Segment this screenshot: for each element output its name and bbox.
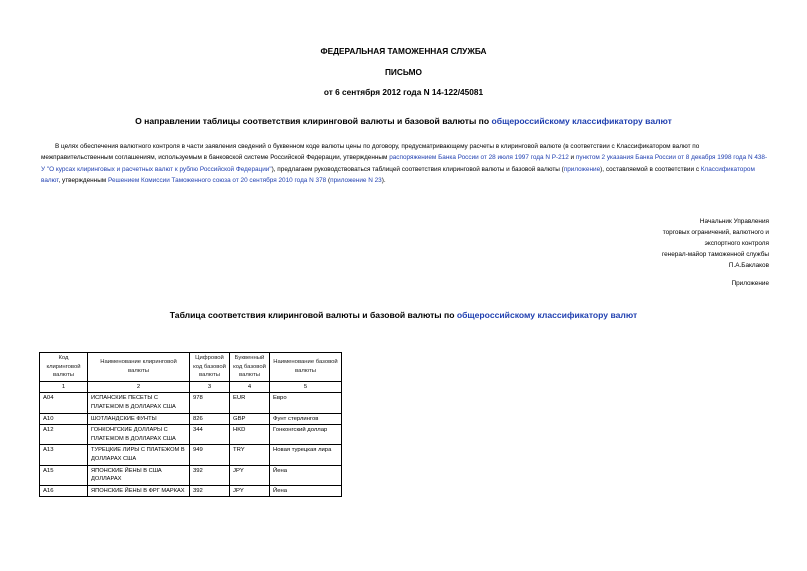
alpha-code-cell: EUR (230, 393, 270, 413)
base-name-cell: Фунт стерлингов (270, 413, 342, 425)
clearing-code-cell: А16 (40, 485, 88, 497)
alpha-code-cell: GBP (230, 413, 270, 425)
signature-department: торговых ограничений, валютного и (662, 229, 769, 237)
numeric-code-cell: 978 (190, 393, 230, 413)
body-text: ). (381, 177, 386, 185)
clearing-code-cell: А12 (40, 425, 88, 445)
base-name-cell: Новая турецкая лира (270, 445, 342, 465)
agency-name: ФЕДЕРАЛЬНАЯ ТАМОЖЕННАЯ СЛУЖБА (320, 46, 487, 56)
numeric-code-cell: 949 (190, 445, 230, 465)
cbr-order-link[interactable]: распоряжением Банка России от 28 июля 1997 года N Р-212 (389, 154, 569, 162)
base-name-cell: Йена (270, 465, 342, 485)
body-text: и (568, 154, 576, 162)
column-number: 2 (88, 381, 190, 393)
document-type: ПИСЬМО (384, 67, 423, 77)
clearing-name-cell: ЯПОНСКИЕ ЙЕНЫ В США ДОЛЛАРАХ (88, 465, 190, 485)
clearing-code-cell: А13 (40, 445, 88, 465)
signature-department-cont: экспортного контроля (704, 240, 769, 248)
header-clearing-code: Код клиринговой валюты (40, 353, 88, 382)
clearing-code-cell: А15 (40, 465, 88, 485)
numeric-code-cell: 826 (190, 413, 230, 425)
table-row (40, 445, 342, 465)
alpha-code-cell: JPY (230, 485, 270, 497)
numeric-code-cell: 344 (190, 425, 230, 445)
table-row (40, 485, 342, 497)
document-title-text: О направлении таблицы соответствия клиринговой валюты и базовой валюты по (135, 116, 492, 126)
body-text: ( (326, 177, 331, 185)
clearing-name-cell: ИСПАНСКИЕ ПЕСЕТЫ С ПЛАТЕЖОМ В ДОЛЛАРАХ США (88, 393, 190, 413)
table-number-row (40, 381, 342, 393)
table-row (40, 465, 342, 485)
body-text: ), составляемой в соответствии с (600, 165, 701, 173)
header-numeric-code: Цифровой код базовой валюты (190, 353, 230, 382)
numeric-code-cell: 392 (190, 465, 230, 485)
appendix-link[interactable]: приложение (563, 165, 601, 173)
body-text: ), предлагаем руководствоваться таблицей соответствия клиринговой валюты и базовой валюты ( (271, 165, 564, 173)
table-title-text: Таблица соответствия клиринговой валюты и базовой валюты по (169, 310, 457, 320)
appendix-label: Приложение (731, 280, 769, 287)
signature-rank: генерал-майор таможенной службы (661, 251, 769, 259)
signature-name: П.А.Баклаков (728, 262, 769, 270)
clearing-code-cell: А10 (40, 413, 88, 425)
clearing-name-cell: ГОНКОНГСКИЕ ДОЛЛАРЫ С ПЛАТЕЖОМ В ДОЛЛАРАХ США (88, 425, 190, 445)
column-number: 3 (190, 381, 230, 393)
column-number: 5 (270, 381, 342, 393)
column-number: 1 (40, 381, 88, 393)
header-base-name: Наименование базовой валюты (270, 353, 342, 382)
table-title (0, 310, 807, 320)
base-name-cell: Евро (270, 393, 342, 413)
alpha-code-cell: TRY (230, 445, 270, 465)
cbr-instruction-link[interactable]: пунктом 2 указания Банка России от 8 декабря 1998 года N 438-У "О курсах клиринговых и расчетных валют к рублю Российской Федерации" (41, 154, 768, 173)
document-title (0, 116, 807, 126)
base-name-cell: Гонконгский доллар (270, 425, 342, 445)
numeric-code-cell: 392 (190, 485, 230, 497)
document-date-number: от 6 сентября 2012 года N 14-122/45081 (323, 87, 484, 97)
table-row (40, 393, 342, 413)
currency-classifier-link[interactable]: Классификатором валют (41, 165, 755, 185)
appendix-23-link[interactable]: приложение N 23 (330, 177, 382, 185)
currency-table (39, 352, 342, 497)
table-header-row (40, 353, 342, 382)
clearing-name-cell: ЯПОНСКИЕ ЙЕНЫ В ФРГ МАРКАХ (88, 485, 190, 497)
table-classifier-link[interactable]: общероссийскому классификатору валют (456, 310, 638, 320)
clearing-name-cell: ТУРЕЦКИЕ ЛИРЫ С ПЛАТЕЖОМ В ДОЛЛАРАХ США (88, 445, 190, 465)
header-clearing-name: Наименование клиринговой валюты (88, 353, 190, 382)
clearing-name-cell: ШОТЛАНДСКИЕ ФУНТЫ (88, 413, 190, 425)
column-number: 4 (230, 381, 270, 393)
alpha-code-cell: HKD (230, 425, 270, 445)
clearing-code-cell: А04 (40, 393, 88, 413)
signature-position: Начальник Управления (699, 218, 769, 225)
header-alpha-code: Буквенный код базовой валюты (230, 353, 270, 382)
signature-block (549, 216, 769, 271)
body-paragraph (41, 141, 769, 187)
table-row (40, 425, 342, 445)
body-text: , утвержденным (58, 177, 108, 185)
customs-union-decision-link[interactable]: Решением Комиссии Таможенного союза от 20 сентября 2010 года N 378 (107, 177, 327, 185)
table-row (40, 413, 342, 425)
body-text: В целях обеспечения валютного контроля в части заявления сведений о буквенном коде валюты цены по договору, предусматривающему расчеты в клиринговой валюте (в соответствии с Классификатором валют по межправительственным соглашениям, используемым в банковской системе Российской Федерации, утвержденным (41, 143, 700, 162)
classifier-link[interactable]: общероссийскому классификатору валют (491, 116, 672, 126)
alpha-code-cell: JPY (230, 465, 270, 485)
base-name-cell: Йена (270, 485, 342, 497)
